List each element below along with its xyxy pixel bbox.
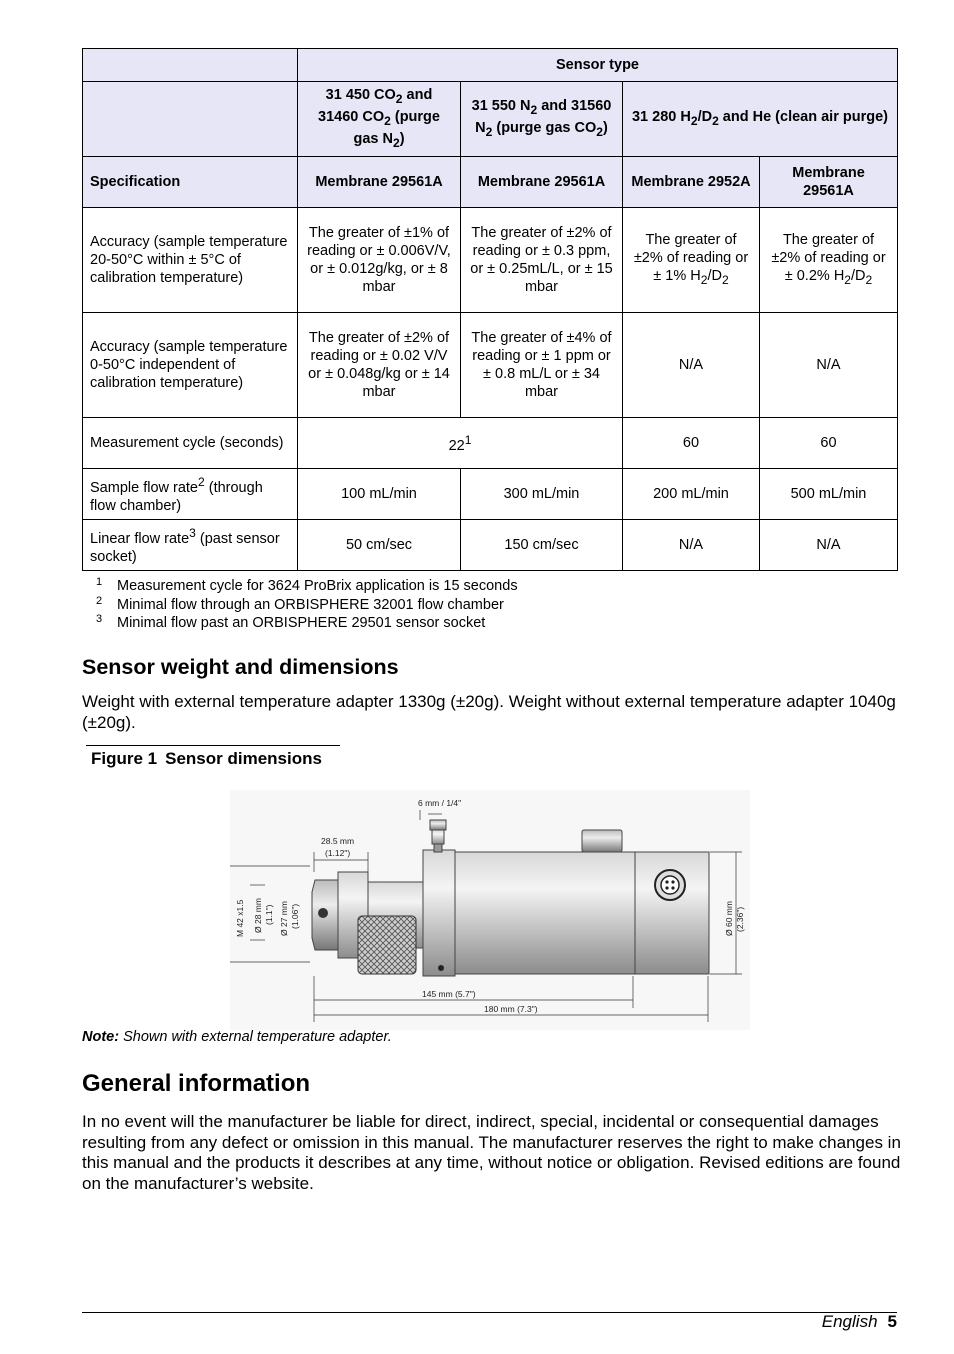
table-cell: 50 cm/sec [298,519,461,570]
table-cell: N/A [623,312,760,417]
table-row [83,312,898,417]
dim-length-145: 145 mm (5.7") [422,989,476,999]
footnotes [82,577,518,633]
table-row [83,156,898,207]
figure-rule [86,745,340,746]
row-label: Measurement cycle (seconds) [83,417,298,468]
sensor-type-header: Sensor type [298,49,898,82]
row-label: Accuracy (sample temperature 0-50°C independent of calibration temperature) [83,312,298,417]
dim-d60-in: (2.36") [735,906,745,932]
table-row [83,519,898,570]
knurled-nut-shape [358,916,416,974]
membrane-1-header: Membrane 29561A [298,156,461,207]
section-heading-sensor-weight: Sensor weight and dimensions [82,655,399,679]
paragraph-general-information: In no event will the manufacturer be liable for direct, indirect, special, incidental or consequential damages resulting from any defect or omission in this manual. The manufacturer reserves the right to make changes in this manual and the products it describes at any time, without notice or obligation. Revised editions are found on the manufacturer’s website. [82,1112,901,1193]
dim-thread: M 42 x1.5 [235,899,245,937]
table-cell: 100 mL/min [298,468,461,519]
figure-caption: Figure 1 Sensor dimensions [91,749,322,768]
figure-note: Note: Shown with external temperature adapter. [82,1029,392,1045]
table-cell [83,49,298,82]
table-row [83,49,898,82]
paragraph-weight: Weight with external temperature adapter 1330g (±20g). Weight without external temperature adapter 1040g (±20g). [82,692,896,732]
table-cell: The greater of ±2% of reading or ± 0.3 ppm, or ± 0.25mL/L, or ± 15 mbar [461,207,623,312]
dim-d27-mm: Ø 27 mm [279,901,289,936]
table-cell: The greater of ±4% of reading or ± 1 ppm or ± 0.8 mL/L or ± 34 mbar [461,312,623,417]
table-cell: The greater of ±2% of reading or ± 0.02 V/V or ± 0.048g/kg or ± 14 mbar [298,312,461,417]
table-cell: $22^1$ [298,417,623,468]
table-row [83,82,898,157]
table-cell: N/A [623,519,760,570]
spec-table-container [82,48,897,571]
footer-language: English [821,1312,878,1331]
membrane-2-header: Membrane 29561A [461,156,623,207]
table-cell: N/A [760,519,898,570]
sensor-col-3-header: 31 280 $H_2/D_2$ and He (clean air purge) [623,82,898,157]
spec-table [82,48,898,571]
page-number: 5 [887,1312,897,1331]
dim-adapter-length-mm: 28.5 mm [321,836,355,846]
footnote: 1 Measurement cycle for 3624 ProBrix application is 15 seconds [96,576,518,594]
dim-d28-mm: Ø 28 mm [253,898,263,933]
row-label: Accuracy (sample temperature 20-50°C within ± 5°C of calibration temperature) [83,207,298,312]
table-cell: 150 cm/sec [461,519,623,570]
dim-d60-mm: Ø 60 mm [724,901,734,936]
dim-top-fitting: 6 mm / 1/4" [418,798,462,808]
table-cell: The greater of ±2% of reading or ± 0.2% $H_2/D_2$ [760,207,898,312]
row-label: Linear flow rate$^3$ (past sensor socket) [83,519,298,570]
footnote: 2 Minimal flow through an ORBISPHERE 32001 flow chamber [96,594,504,613]
table-cell: 60 [760,417,898,468]
specification-header: Specification [83,156,298,207]
connector-icon [655,870,685,900]
table-row [83,207,898,312]
flange-shape [423,850,455,976]
table-cell: N/A [760,312,898,417]
table-row [83,417,898,468]
sensor-dimension-drawing [230,790,750,1030]
membrane-3-header: Membrane 2952A [623,156,760,207]
table-cell [83,82,298,157]
sensor-col-1-header: 31 450 $CO_2$ and 31460 $CO_2$ (purge gas $N_2$) [298,82,461,157]
table-cell: The greater of ±2% of reading or ± 1% $H_2/D_2$ [623,207,760,312]
membrane-4-header: Membrane 29561A [760,156,898,207]
table-cell: 300 mL/min [461,468,623,519]
dim-d27-in: (1.06") [290,903,300,929]
adapter-tip-shape [312,880,338,950]
row-label: Sample flow rate$^2$ (through flow chamber) [83,468,298,519]
main-body-shape [455,852,635,974]
footer-rule [82,1312,897,1313]
top-cap-shape [582,830,622,852]
page-footer [822,1312,897,1332]
footnote: 3 Minimal flow past an ORBISPHERE 29501 sensor socket [96,613,486,631]
table-cell: 60 [623,417,760,468]
table-cell: 500 mL/min [760,468,898,519]
sensor-col-2-header: 31 550 $N_2$ and 31560 $N_2$ (purge gas $CO_2$) [461,82,623,157]
dim-d28-in: (1.1") [264,904,274,925]
dim-adapter-length-in: (1.12") [325,848,351,858]
table-cell: The greater of ±1% of reading or ± 0.006V/V, or ± 0.012g/kg, or ± 8 mbar [298,207,461,312]
dim-length-180: 180 mm (7.3") [484,1004,538,1014]
table-cell: 200 mL/min [623,468,760,519]
section-heading-general-information: General information [82,1070,311,1097]
table-row [83,468,898,519]
